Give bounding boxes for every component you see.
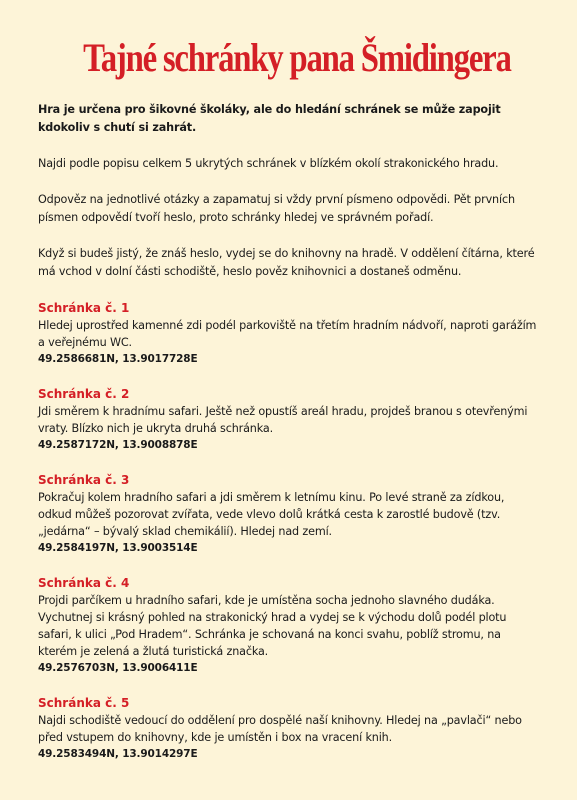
box-1: [38, 299, 539, 367]
box-title: Schránka č. 4: [38, 576, 130, 590]
box-description: Najdi schodiště vedoucí do oddělení pro dospělé naší knihovny. Hledej na „pavlači“ nebo před vstupem do knihovny, kde je umístěn i box na vracení knih.: [38, 714, 522, 744]
box-coordinates: 49.2586681N, 13.9017728E: [38, 353, 198, 365]
page-title: Tajné schránky pana Šmidingera: [83, 35, 511, 80]
box-title: Schránka č. 1: [38, 301, 130, 315]
box-coordinates: 49.2587172N, 13.9008878E: [38, 439, 198, 451]
box-title: Schránka č. 2: [38, 387, 130, 401]
box-coordinates: 49.2584197N, 13.9003514E: [38, 542, 198, 554]
paragraph-3: Když si budeš jistý, že znáš heslo, vydej se do knihovny na hradě. V oddělení čítárna, které má vchod v dolní části schodiště, heslo pověz knihovnici a dostaneš odměnu.: [38, 247, 535, 278]
box-coordinates: 49.2583494N, 13.9014297E: [38, 748, 198, 760]
box-5: [38, 694, 539, 762]
box-4: [38, 574, 539, 676]
box-coordinates: 49.2576703N, 13.9006411E: [38, 662, 198, 674]
paragraph-2: Odpověz na jednotlivé otázky a zapamatuj si vždy první písmeno odpovědi. Pět prvních písmen odpovědí tvoří heslo, proto schránky hledej ve správném pořadí.: [38, 193, 515, 224]
box-title: Schránka č. 5: [38, 696, 130, 710]
box-2: [38, 385, 539, 453]
box-description: Hledej uprostřed kamenné zdi podél parkoviště na třetím hradním nádvoří, naproti garážím a veřejnému WC.: [38, 319, 537, 349]
paragraph-1: Najdi podle popisu celkem 5 ukrytých schránek v blízkém okolí strakonického hradu.: [38, 157, 499, 170]
box-description: Pokračuj kolem hradního safari a jdi směrem k letnímu kinu. Po levé straně za zídkou, odkud můžeš pozorovat zvířata, vede vlevo dolů krátká cesta k zarostlé budově (tzv. „jedárna“ – bývalý sklad chemikálií). Hledej nad zemí.: [38, 491, 505, 538]
intro-paragraph: Hra je určena pro šikovné školáky, ale do hledání schránek se může zapojit kdokoliv s chutí si zahrát.: [38, 103, 501, 134]
box-description: Jdi směrem k hradnímu safari. Ještě než opustíš areál hradu, projdeš branou s otevřenými vraty. Blízko nich je ukryta druhá schránka.: [38, 405, 528, 435]
box-title: Schránka č. 3: [38, 473, 130, 487]
box-description: Projdi parčíkem u hradního safari, kde je umístěna socha jednoho slavného dudáka. Vychutnej si krásný pohled na strakonický hrad a vydej se k východu dolů podél plotu safari, k ulici „Pod Hradem“. Schránka je schovaná na konci svahu, poblíž stromu, na kterém je zelená a žlutá turistická značka.: [38, 594, 507, 658]
box-3: [38, 471, 539, 556]
